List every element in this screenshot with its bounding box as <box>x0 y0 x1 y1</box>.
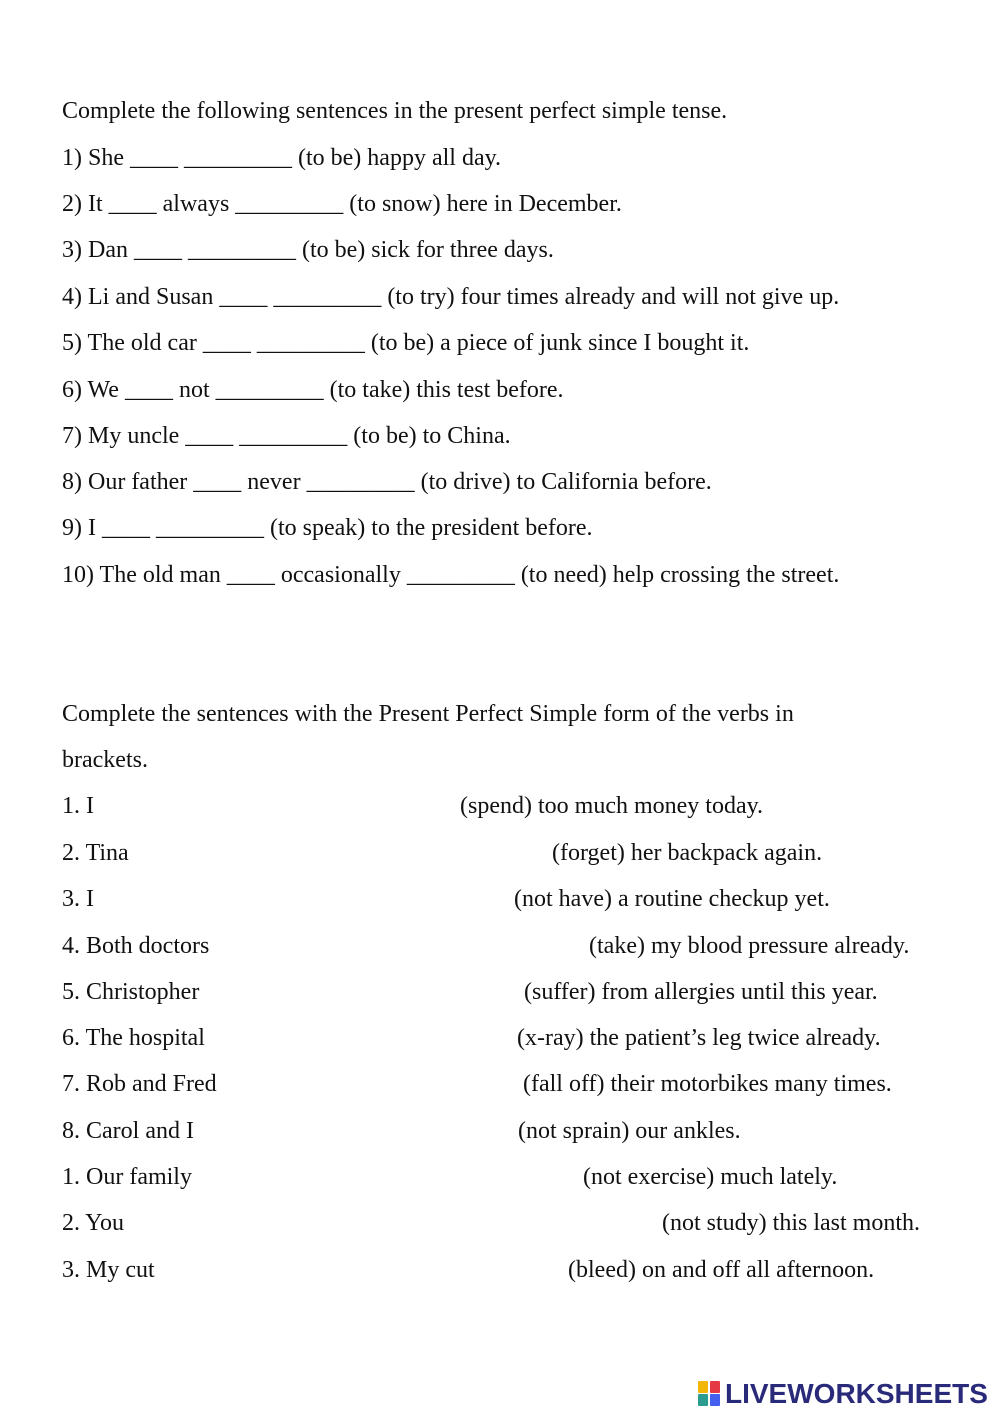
s2-item-6-rest: (x-ray) the patient’s leg twice already. <box>517 1025 881 1051</box>
s2-item-5-rest: (suffer) from allergies until this year. <box>524 979 878 1005</box>
s2-item-11-subject: 3. My cut <box>62 1257 155 1283</box>
s2-item-5-subject: 5. Christopher <box>62 979 200 1005</box>
s2-item-9-rest: (not exercise) much lately. <box>583 1164 838 1190</box>
s2-item-6-subject: 6. The hospital <box>62 1025 205 1051</box>
s1-item-7: 7) My uncle ____ _________ (to be) to China. <box>62 423 511 449</box>
s2-item-4-subject: 4. Both doctors <box>62 933 210 959</box>
s2-item-3-rest: (not have) a routine checkup yet. <box>514 886 830 912</box>
s1-item-8: 8) Our father ____ never _________ (to drive) to California before. <box>62 469 712 495</box>
s2-item-8-subject: 8. Carol and I <box>62 1118 194 1144</box>
s2-item-1-rest: (spend) too much money today. <box>460 793 764 819</box>
s1-item-9: 9) I ____ _________ (to speak) to the president before. <box>62 515 593 541</box>
s1-item-2: 2) It ____ always _________ (to snow) here in December. <box>62 191 622 217</box>
s1-item-10: 10) The old man ____ occasionally _________ (to need) help crossing the street. <box>62 562 840 588</box>
section2-instruction-line2: brackets. <box>62 747 148 773</box>
s2-item-9-subject: 1. Our family <box>62 1164 192 1190</box>
s2-item-2-subject: 2. Tina <box>62 840 129 866</box>
s1-item-5: 5) The old car ____ _________ (to be) a piece of junk since I bought it. <box>62 330 750 356</box>
s2-item-4-rest: (take) my blood pressure already. <box>589 933 910 959</box>
s2-item-1-subject: 1. I <box>62 793 94 819</box>
s1-item-4: 4) Li and Susan ____ _________ (to try) four times already and will not give up. <box>62 284 840 310</box>
liveworksheets-logo <box>698 1378 988 1410</box>
section1-instruction: Complete the following sentences in the present perfect simple tense. <box>62 98 728 124</box>
s1-item-6: 6) We ____ not _________ (to take) this test before. <box>62 377 564 403</box>
s2-item-8-rest: (not sprain) our ankles. <box>518 1118 741 1144</box>
s2-item-2-rest: (forget) her backpack again. <box>552 840 823 866</box>
logo-tiles-icon <box>698 1381 722 1407</box>
s2-item-3-subject: 3. I <box>62 886 94 912</box>
s2-item-11-rest: (bleed) on and off all afternoon. <box>568 1257 875 1283</box>
s2-item-7-subject: 7. Rob and Fred <box>62 1071 217 1097</box>
s2-item-10-rest: (not study) this last month. <box>662 1210 920 1236</box>
s1-item-1: 1) She ____ _________ (to be) happy all day. <box>62 145 502 171</box>
s2-item-7-rest: (fall off) their motorbikes many times. <box>523 1071 892 1097</box>
logo-text: LIVEWORKSHEETS <box>725 1378 988 1409</box>
s2-item-10-subject: 2. You <box>62 1210 125 1236</box>
section2-instruction-line1: Complete the sentences with the Present Perfect Simple form of the verbs in <box>62 701 794 727</box>
s1-item-3: 3) Dan ____ _________ (to be) sick for three days. <box>62 237 554 263</box>
